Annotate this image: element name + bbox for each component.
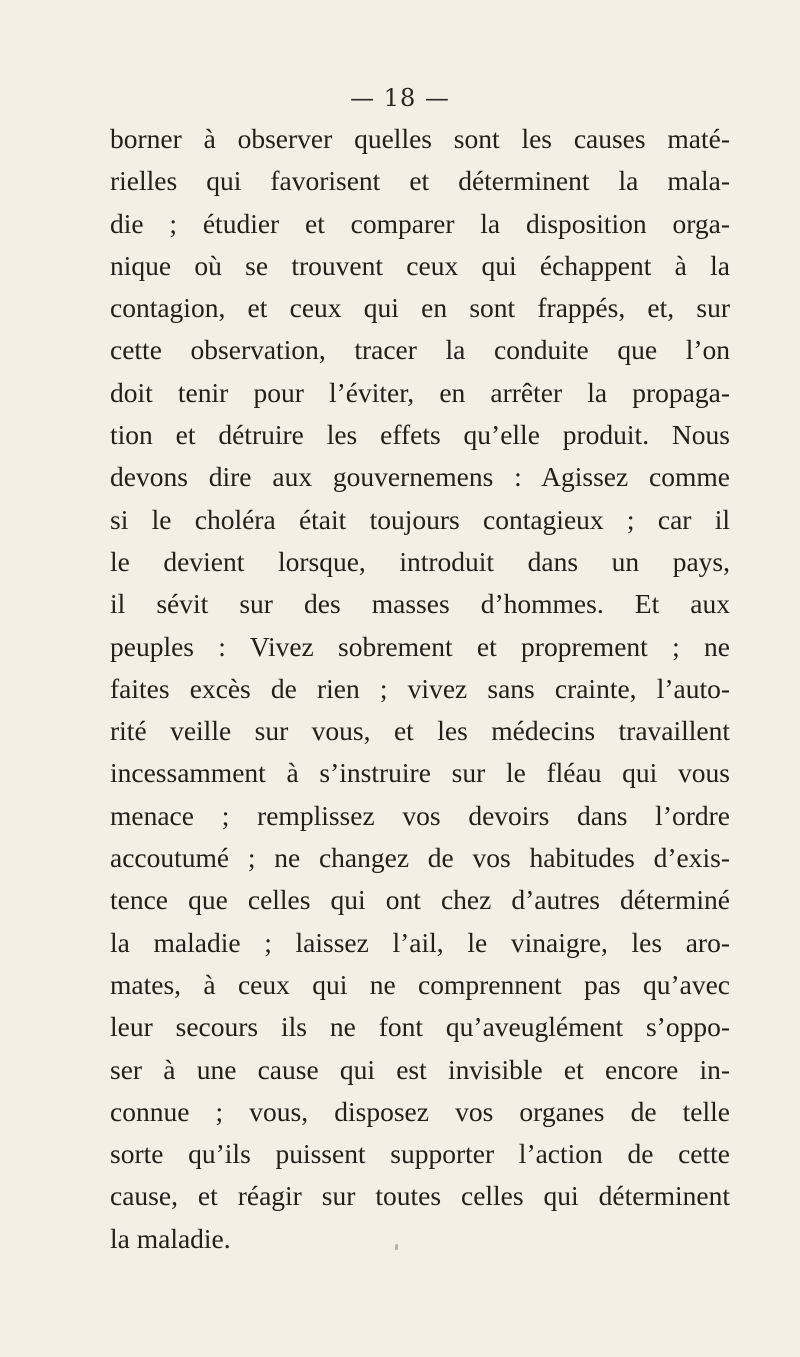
- page-body-text: [110, 118, 730, 1260]
- text-line: leur secours ils ne font qu’aveuglément s’oppo-: [110, 1011, 730, 1043]
- text-line: connue ; vous, disposez vos organes de telle: [110, 1095, 730, 1127]
- text-line: rité veille sur vous, et les médecins travaillent: [110, 715, 730, 747]
- text-line: nique où se trouvent ceux qui échappent à la: [110, 249, 730, 281]
- text-line: mates, à ceux qui ne comprennent pas qu’avec: [110, 968, 730, 1000]
- text-line: rielles qui favorisent et déterminent la mala-: [110, 165, 730, 197]
- page-number: — 18 —: [350, 84, 450, 112]
- text-line: tence que celles qui ont chez d’autres déterminé: [110, 884, 730, 916]
- text-line: menace ; remplissez vos devoirs dans l’ordre: [110, 799, 730, 831]
- text-line: die ; étudier et comparer la disposition orga-: [110, 207, 730, 239]
- paper-speck: [395, 1244, 398, 1250]
- text-line: doit tenir pour l’éviter, en arrêter la propaga-: [110, 376, 730, 408]
- text-line: accoutumé ; ne changez de vos habitudes d’exis-: [110, 842, 730, 874]
- text-line: peuples : Vivez sobrement et proprement ; ne: [110, 630, 730, 662]
- text-line: contagion, et ceux qui en sont frappés, et, sur: [110, 292, 730, 324]
- text-line: tion et détruire les effets qu’elle produit. Nous: [110, 419, 730, 451]
- text-line: la maladie.: [110, 1222, 231, 1254]
- text-line: borner à observer quelles sont les causes maté-: [110, 123, 730, 154]
- text-line: la maladie ; laissez l’ail, le vinaigre, les aro-: [110, 926, 730, 958]
- text-line: sorte qu’ils puissent supporter l’action de cette: [110, 1138, 730, 1170]
- text-line: il sévit sur des masses d’hommes. Et aux: [110, 588, 730, 620]
- text-line: incessamment à s’instruire sur le fléau qui vous: [110, 757, 730, 789]
- text-line: ser à une cause qui est invisible et encore in-: [110, 1053, 730, 1085]
- text-line: cette observation, tracer la conduite que l’on: [110, 334, 730, 366]
- text-line: si le choléra était toujours contagieux ; car il: [110, 503, 730, 535]
- text-line: cause, et réagir sur toutes celles qui déterminent: [110, 1180, 730, 1212]
- text-line: faites excès de rien ; vivez sans crainte, l’auto-: [110, 672, 730, 704]
- text-line: le devient lorsque, introduit dans un pays,: [110, 545, 730, 577]
- text-line: devons dire aux gouvernemens : Agissez comme: [110, 461, 730, 493]
